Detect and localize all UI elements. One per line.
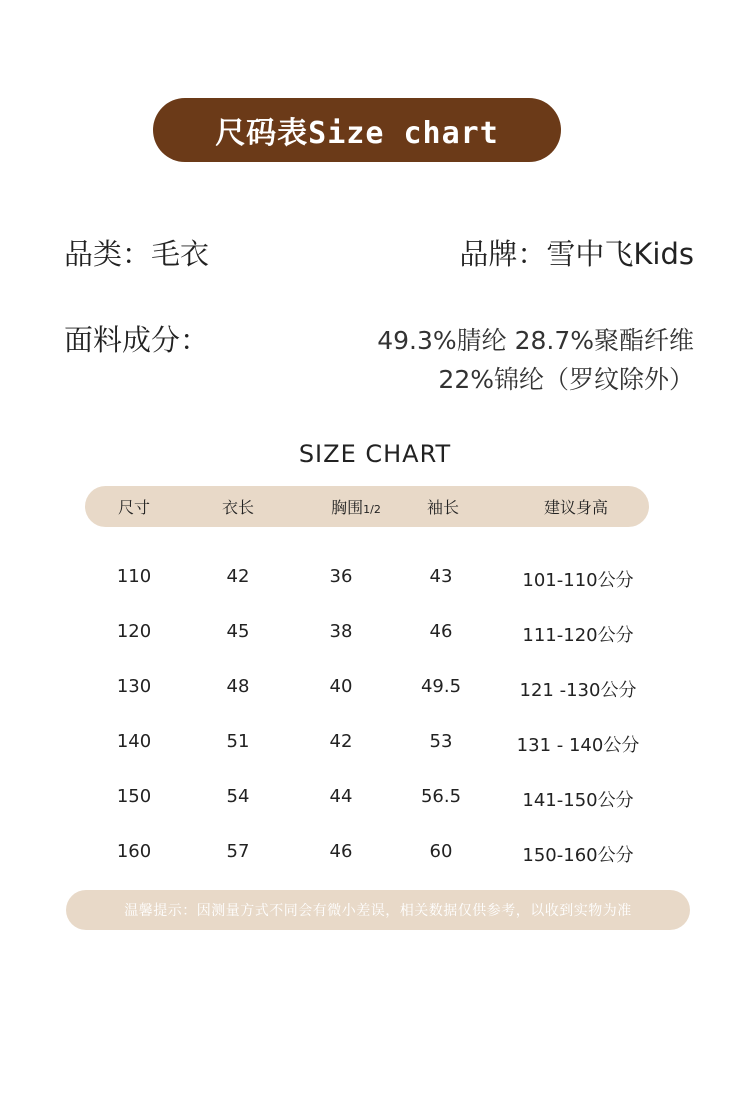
table-row (0, 786, 750, 816)
table-row (0, 731, 750, 761)
cell-chest: 42 (329, 731, 353, 752)
cell-size: 150 (116, 786, 152, 807)
cell-chest: 46 (329, 841, 353, 862)
cell-size: 110 (116, 566, 152, 587)
cell-sleeve: 56.5 (420, 786, 462, 807)
cell-length: 42 (226, 566, 250, 587)
category-text: 品类：毛衣 (64, 237, 210, 271)
material-label: 面料成分： (64, 323, 210, 357)
cell-size: 130 (116, 676, 152, 697)
cell-size: 160 (116, 841, 152, 862)
column-header-height: 建议身高 (543, 498, 609, 517)
title-banner (153, 98, 561, 162)
cell-sleeve: 53 (429, 731, 453, 752)
column-header-length: 衣长 (221, 498, 255, 517)
note-banner (66, 890, 690, 930)
column-header-size: 尺寸 (117, 498, 151, 517)
cell-sleeve: 49.5 (420, 676, 462, 697)
material-value-line2: 22%锦纶（罗纹除外） (438, 365, 694, 394)
column-header-chest-label: 胸围 (331, 498, 364, 517)
column-header-chest-suffix: 1/2 (363, 503, 381, 516)
cell-sleeve: 46 (429, 621, 453, 642)
cell-height: 111-120公分 (522, 625, 634, 646)
cell-length: 54 (226, 786, 250, 807)
table-row (0, 676, 750, 706)
table-row (0, 621, 750, 651)
material-value-line1: 49.3%腈纶 28.7%聚酯纤维 (377, 326, 694, 355)
table-row (0, 566, 750, 596)
cell-height: 121 -130公分 (519, 680, 637, 701)
size-chart-title: SIZE CHART (298, 440, 452, 468)
cell-length: 57 (226, 841, 250, 862)
cell-chest: 36 (329, 566, 353, 587)
cell-chest: 40 (329, 676, 353, 697)
cell-sleeve: 43 (429, 566, 453, 587)
cell-chest: 38 (329, 621, 353, 642)
note-text: 温馨提示：因测量方式不同会有微小差误，相关数据仅供参考，以收到实物为准 (124, 903, 632, 919)
cell-height: 131 - 140公分 (516, 735, 640, 756)
table-header (85, 486, 649, 527)
page-title: 尺码表Size chart (215, 116, 499, 151)
brand-text: 品牌：雪中飞Kids (459, 237, 694, 271)
column-header-sleeve: 袖长 (426, 498, 460, 517)
cell-length: 45 (226, 621, 250, 642)
cell-sleeve: 60 (429, 841, 453, 862)
cell-height: 150-160公分 (522, 845, 634, 866)
column-header-chest (331, 486, 381, 527)
table-row (0, 841, 750, 871)
cell-height: 101-110公分 (522, 570, 634, 591)
cell-size: 120 (116, 621, 152, 642)
cell-length: 48 (226, 676, 250, 697)
cell-length: 51 (226, 731, 250, 752)
cell-size: 140 (116, 731, 152, 752)
cell-chest: 44 (329, 786, 353, 807)
cell-height: 141-150公分 (522, 790, 634, 811)
